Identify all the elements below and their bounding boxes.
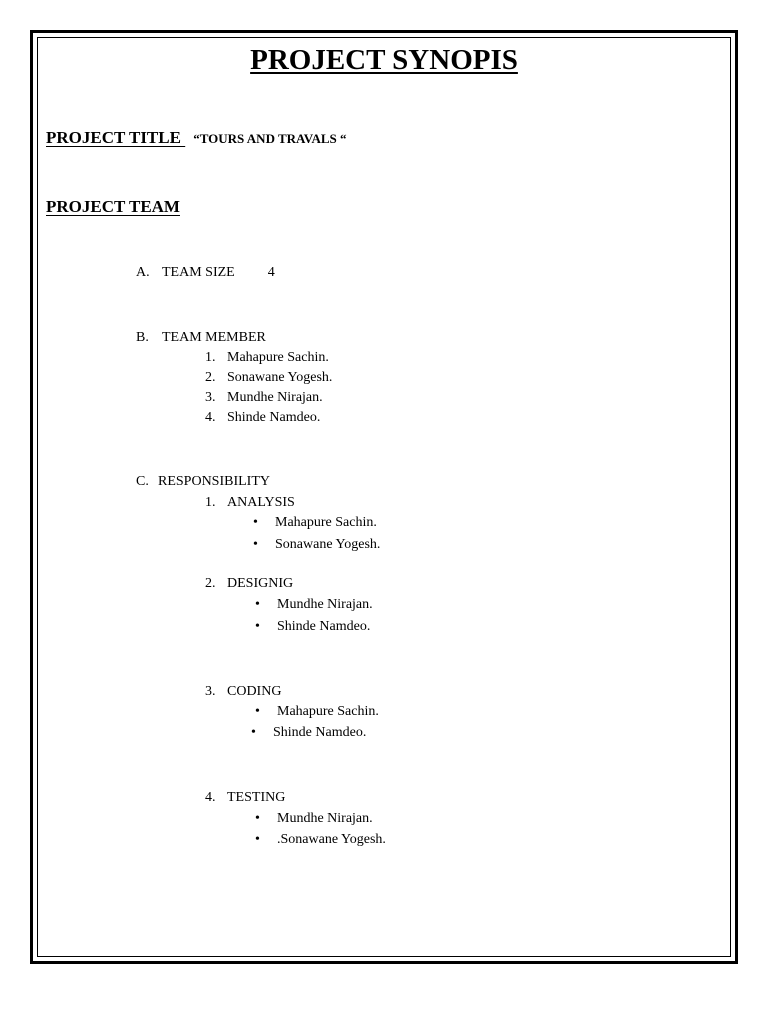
person-name: Mundhe Nirajan. (277, 597, 373, 612)
project-title-label: PROJECT TITLE (46, 128, 186, 147)
bullet-icon: • (255, 597, 260, 612)
bullet-icon: • (253, 537, 258, 552)
project-title-line (46, 128, 347, 148)
task-heading (205, 684, 281, 700)
member-name: Mundhe Nirajan. (227, 390, 323, 405)
team-member-marker: B. (136, 330, 149, 345)
list-item (255, 704, 379, 720)
page-border-outer (30, 30, 738, 964)
task-name: DESIGNIG (227, 576, 294, 591)
list-item (205, 350, 329, 366)
task-name: CODING (227, 684, 282, 699)
task-heading (205, 790, 285, 806)
list-item (251, 725, 366, 741)
list-item (205, 410, 320, 426)
team-size-item (136, 265, 275, 281)
person-name: Shinde Namdeo. (277, 619, 371, 634)
person-name: Mahapure Sachin. (275, 515, 377, 530)
document-title: PROJECT SYNOPIS (250, 44, 518, 76)
task-heading (205, 495, 295, 511)
bullet-icon: • (253, 515, 258, 530)
task-name: ANALYSIS (227, 495, 295, 510)
project-title-value: “TOURS AND TRAVALS “ (193, 131, 347, 146)
list-item (253, 515, 377, 531)
task-marker: 4. (205, 790, 216, 805)
bullet-icon: • (251, 725, 256, 740)
list-marker: 1. (205, 350, 216, 365)
list-item (255, 619, 370, 635)
task-marker: 1. (205, 495, 216, 510)
task-name: TESTING (227, 790, 286, 805)
bullet-icon: • (255, 619, 260, 634)
team-size-label: TEAM SIZE (162, 265, 235, 280)
project-team-heading: PROJECT TEAM (46, 197, 180, 216)
list-marker: 3. (205, 390, 216, 405)
responsibility-marker: C. (136, 474, 149, 489)
member-name: Sonawane Yogesh. (227, 370, 333, 385)
team-size-marker: A. (136, 265, 150, 280)
list-item (205, 390, 323, 406)
bullet-icon: • (255, 704, 260, 719)
person-name: Sonawane Yogesh. (275, 537, 381, 552)
bullet-icon: • (255, 832, 260, 847)
list-marker: 4. (205, 410, 216, 425)
task-marker: 2. (205, 576, 216, 591)
task-heading (205, 576, 293, 592)
team-member-label: TEAM MEMBER (162, 330, 266, 345)
responsibility-item (136, 474, 270, 490)
member-name: Shinde Namdeo. (227, 410, 321, 425)
person-name: Shinde Namdeo. (273, 725, 367, 740)
list-item (205, 370, 332, 386)
list-marker: 2. (205, 370, 216, 385)
team-size-value: 4 (267, 265, 275, 280)
list-item (255, 597, 373, 613)
list-item (255, 811, 373, 827)
list-item (253, 537, 380, 553)
bullet-icon: • (255, 811, 260, 826)
person-name: Mahapure Sachin. (277, 704, 379, 719)
member-name: Mahapure Sachin. (227, 350, 329, 365)
person-name: .Sonawane Yogesh. (277, 832, 386, 847)
person-name: Mundhe Nirajan. (277, 811, 373, 826)
list-item (255, 832, 386, 848)
page-border-inner (37, 37, 731, 957)
task-marker: 3. (205, 684, 216, 699)
team-member-item (136, 330, 266, 346)
responsibility-label: RESPONSIBILITY (158, 474, 271, 489)
